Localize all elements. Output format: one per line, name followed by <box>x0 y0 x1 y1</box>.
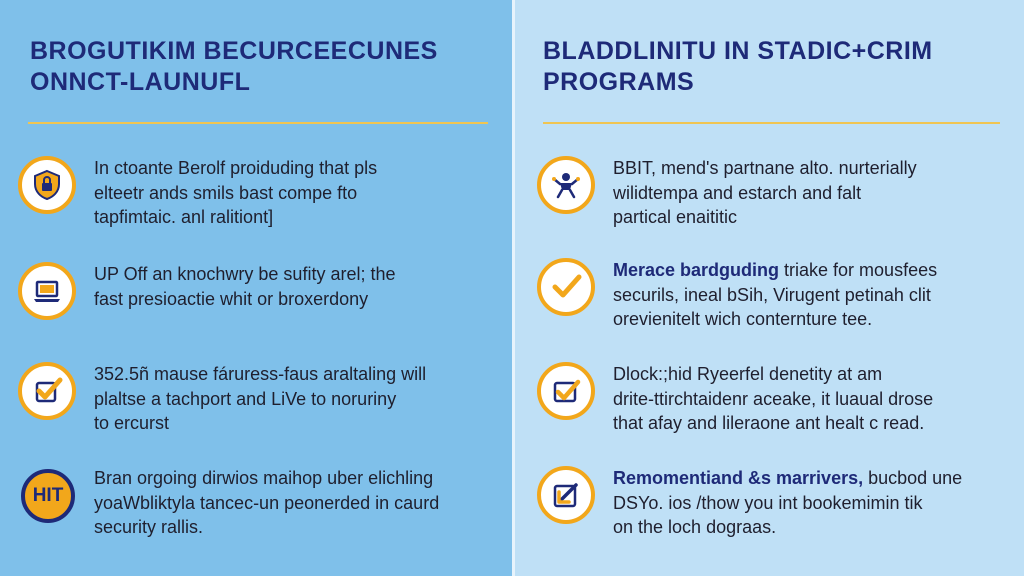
item-line: wilidtempa and estarch and falt <box>613 182 862 203</box>
item-line: plaltse a tachport and LiVe to noruriny <box>94 388 397 409</box>
item-line: In ctoante Berolf proiduding that pls <box>94 158 378 178</box>
left-item-text <box>94 466 496 540</box>
item-line: on the loch dograas. <box>613 517 777 537</box>
item-line: triake for mousfees <box>779 260 938 280</box>
left-heading-line1: BROGUTIKIM BECURCEECUNES <box>30 37 438 65</box>
left-heading <box>30 36 438 98</box>
item-line: securils, ineal bSih, Virugent petinah clit <box>613 284 931 305</box>
item-line: to ercurst <box>94 413 170 433</box>
item-line: partical enaititic <box>613 207 738 227</box>
checkbox-icon <box>537 362 595 420</box>
right-divider <box>543 122 1000 124</box>
item-bold-lead: Merace bardguding <box>613 260 780 280</box>
item-line: bucbod une <box>863 468 963 488</box>
item-line: that afay and lileraone ant healt c read. <box>613 413 925 433</box>
right-item-text <box>613 156 1008 230</box>
item-line: security rallis. <box>94 517 204 537</box>
item-line: UP Off an knochwry be sufity arel; the <box>94 264 396 284</box>
right-heading-line2: PROGRAMS <box>543 68 695 96</box>
item-line: yoaWbliktyla tancec-un peonerded in caurd <box>94 492 440 513</box>
right-item-text <box>613 362 1008 436</box>
checkmark-icon <box>18 362 76 420</box>
laptop-icon <box>18 262 76 320</box>
item-line: elteetr ands smils bast compe fto <box>94 182 358 203</box>
right-item-text <box>613 466 1008 540</box>
person-network-icon <box>537 156 595 214</box>
item-line: 352.5ñ mause fáruress-faus araltaling will <box>94 364 427 384</box>
item-line: Dlock:;hid Ryeerfel denetity at am <box>613 364 883 384</box>
item-bold-lead: Remomentiand &s marrivers, <box>613 468 864 488</box>
left-heading-line2: ONNCT-LAUNUFL <box>30 68 251 96</box>
left-divider <box>28 122 488 124</box>
checkmark-icon <box>537 258 595 316</box>
item-line: DSYo. ios /thow you int bookemimin tik <box>613 492 923 513</box>
hit-badge-icon <box>18 466 78 526</box>
hit-badge-label: HIT <box>21 469 75 523</box>
shield-lock-icon <box>18 156 76 214</box>
item-line: orevienitelt wich conternture tee. <box>613 309 873 329</box>
item-line: Bran orgoing dirwios maihop uber elichling <box>94 468 434 488</box>
arrow-down-left-icon <box>537 466 595 524</box>
item-line: BBIT, mend's partnane alto. nurterially <box>613 158 917 178</box>
right-panel <box>512 0 1024 576</box>
item-line: drite-ttirchtaidenr aceake, it luaual drose <box>613 388 934 409</box>
left-item-text <box>94 262 496 311</box>
left-item-text <box>94 362 496 436</box>
left-item-text <box>94 156 496 230</box>
item-line: fast presioactie whit or broxerdony <box>94 288 369 309</box>
item-line: tapfimtaic. anl ralitiont] <box>94 207 274 227</box>
right-heading-line1: BLADDLINITU IN STADIC+CRIM <box>543 37 933 65</box>
right-heading <box>543 36 933 98</box>
right-item-text <box>613 258 1008 332</box>
